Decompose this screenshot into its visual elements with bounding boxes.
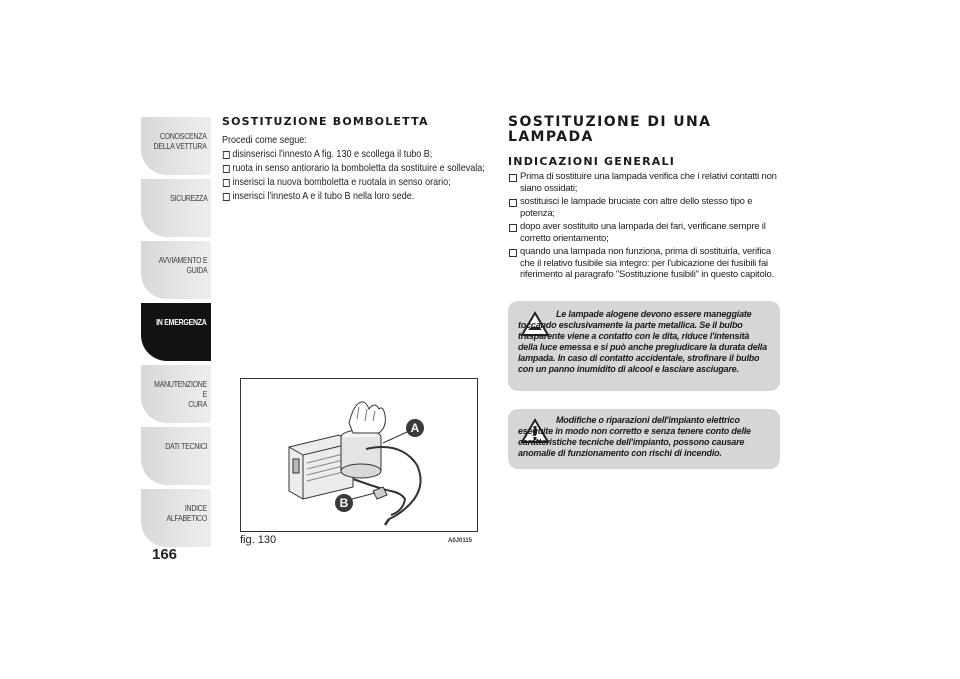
tab-manutenzione-e-cura[interactable]: MANUTENZIONE E CURA — [141, 365, 211, 423]
intro-text: Procedi come segue: — [222, 134, 307, 146]
step-item: inserisci la nuova bomboletta e ruotala in senso orario; — [222, 176, 444, 189]
callout-a-label: A — [410, 421, 420, 435]
left-body — [222, 134, 485, 203]
tab-dati-tecnici[interactable]: DATI TECNICI — [141, 427, 211, 485]
tab-avviamento-e-guida[interactable]: AVVIAMENTO E GUIDA — [141, 241, 211, 299]
bullet-item: sostituisci le lampade bruciate con altre dello stesso tipo e potenza; — [508, 196, 783, 219]
warning-text-electrical: Modifiche o riparazioni dell'impianto elettrico eseguite in modo non corretto e senza tenere conto delle caratteristiche tecniche dell'impianto, possono causare anomalie di funzionamento con rischi di incendio. — [518, 415, 751, 458]
compressor-illustration — [241, 379, 476, 530]
figure-caption: fig. 130 — [240, 534, 277, 546]
figure-compressor-canister — [240, 378, 478, 532]
page-number: 166 — [152, 546, 178, 563]
warning-text-halogen: Le lampade alogene devono essere maneggiate toccando esclusivamente la parte metallica. Se il bulbo trasparente viene a contatto con le dita, riduce l'intensità della luce emessa e si può anche pregiudicare la durata della lampada. In caso di contatto accidentale, strofinare il bulbo con un panno inumidito di alcool e lasciare asciugare. — [518, 309, 767, 374]
bullet-item: Prima di sostituire una lampada verifica che i relativi contatti non siano ossidati; — [508, 171, 783, 194]
step-item: ruota in senso antiorario la bomboletta da sostituire e sollevala; — [222, 162, 444, 175]
step-item: disinserisci l'innesto A fig. 130 e scollega il tubo B; — [222, 148, 444, 161]
tab-conoscenza-della-vettura[interactable]: CONOSCENZA DELLA VETTURA — [141, 117, 211, 175]
bullet-item: quando una lampada non funziona, prima di sostituirla, verifica che il relativo fusibile sia integro: per l'ubicazione dei fusibili fai riferimento al paragrafo "Sostituzione fusibili" in questo capitolo. — [508, 246, 783, 281]
section-title-bomboletta: SOSTITUZIONE BOMBOLETTA — [222, 115, 429, 128]
warning-box-halogen — [508, 301, 780, 391]
step-item: inserisci l'innesto A e il tubo B nella loro sede. — [222, 190, 444, 203]
subsection-title: INDICAZIONI GENERALI — [508, 155, 676, 168]
warning-box-electrical — [508, 409, 780, 469]
tab-sicurezza[interactable]: SICUREZZA — [141, 179, 211, 237]
figure-code: A0J0115 — [448, 538, 473, 544]
right-column — [508, 115, 783, 283]
bullet-item: dopo aver sostituito una lampada dei fari, verificane sempre il corretto orientamento; — [508, 221, 783, 244]
tab-indice-alfabetico[interactable]: INDICE ALFABETICO — [141, 489, 211, 547]
right-body — [508, 171, 783, 281]
callout-b-label: B — [339, 496, 349, 510]
tab-in-emergenza[interactable]: IN EMERGENZA — [141, 303, 211, 361]
section-title-lampada: SOSTITUZIONE DI UNA LAMPADA — [508, 114, 712, 145]
left-column — [222, 115, 485, 204]
